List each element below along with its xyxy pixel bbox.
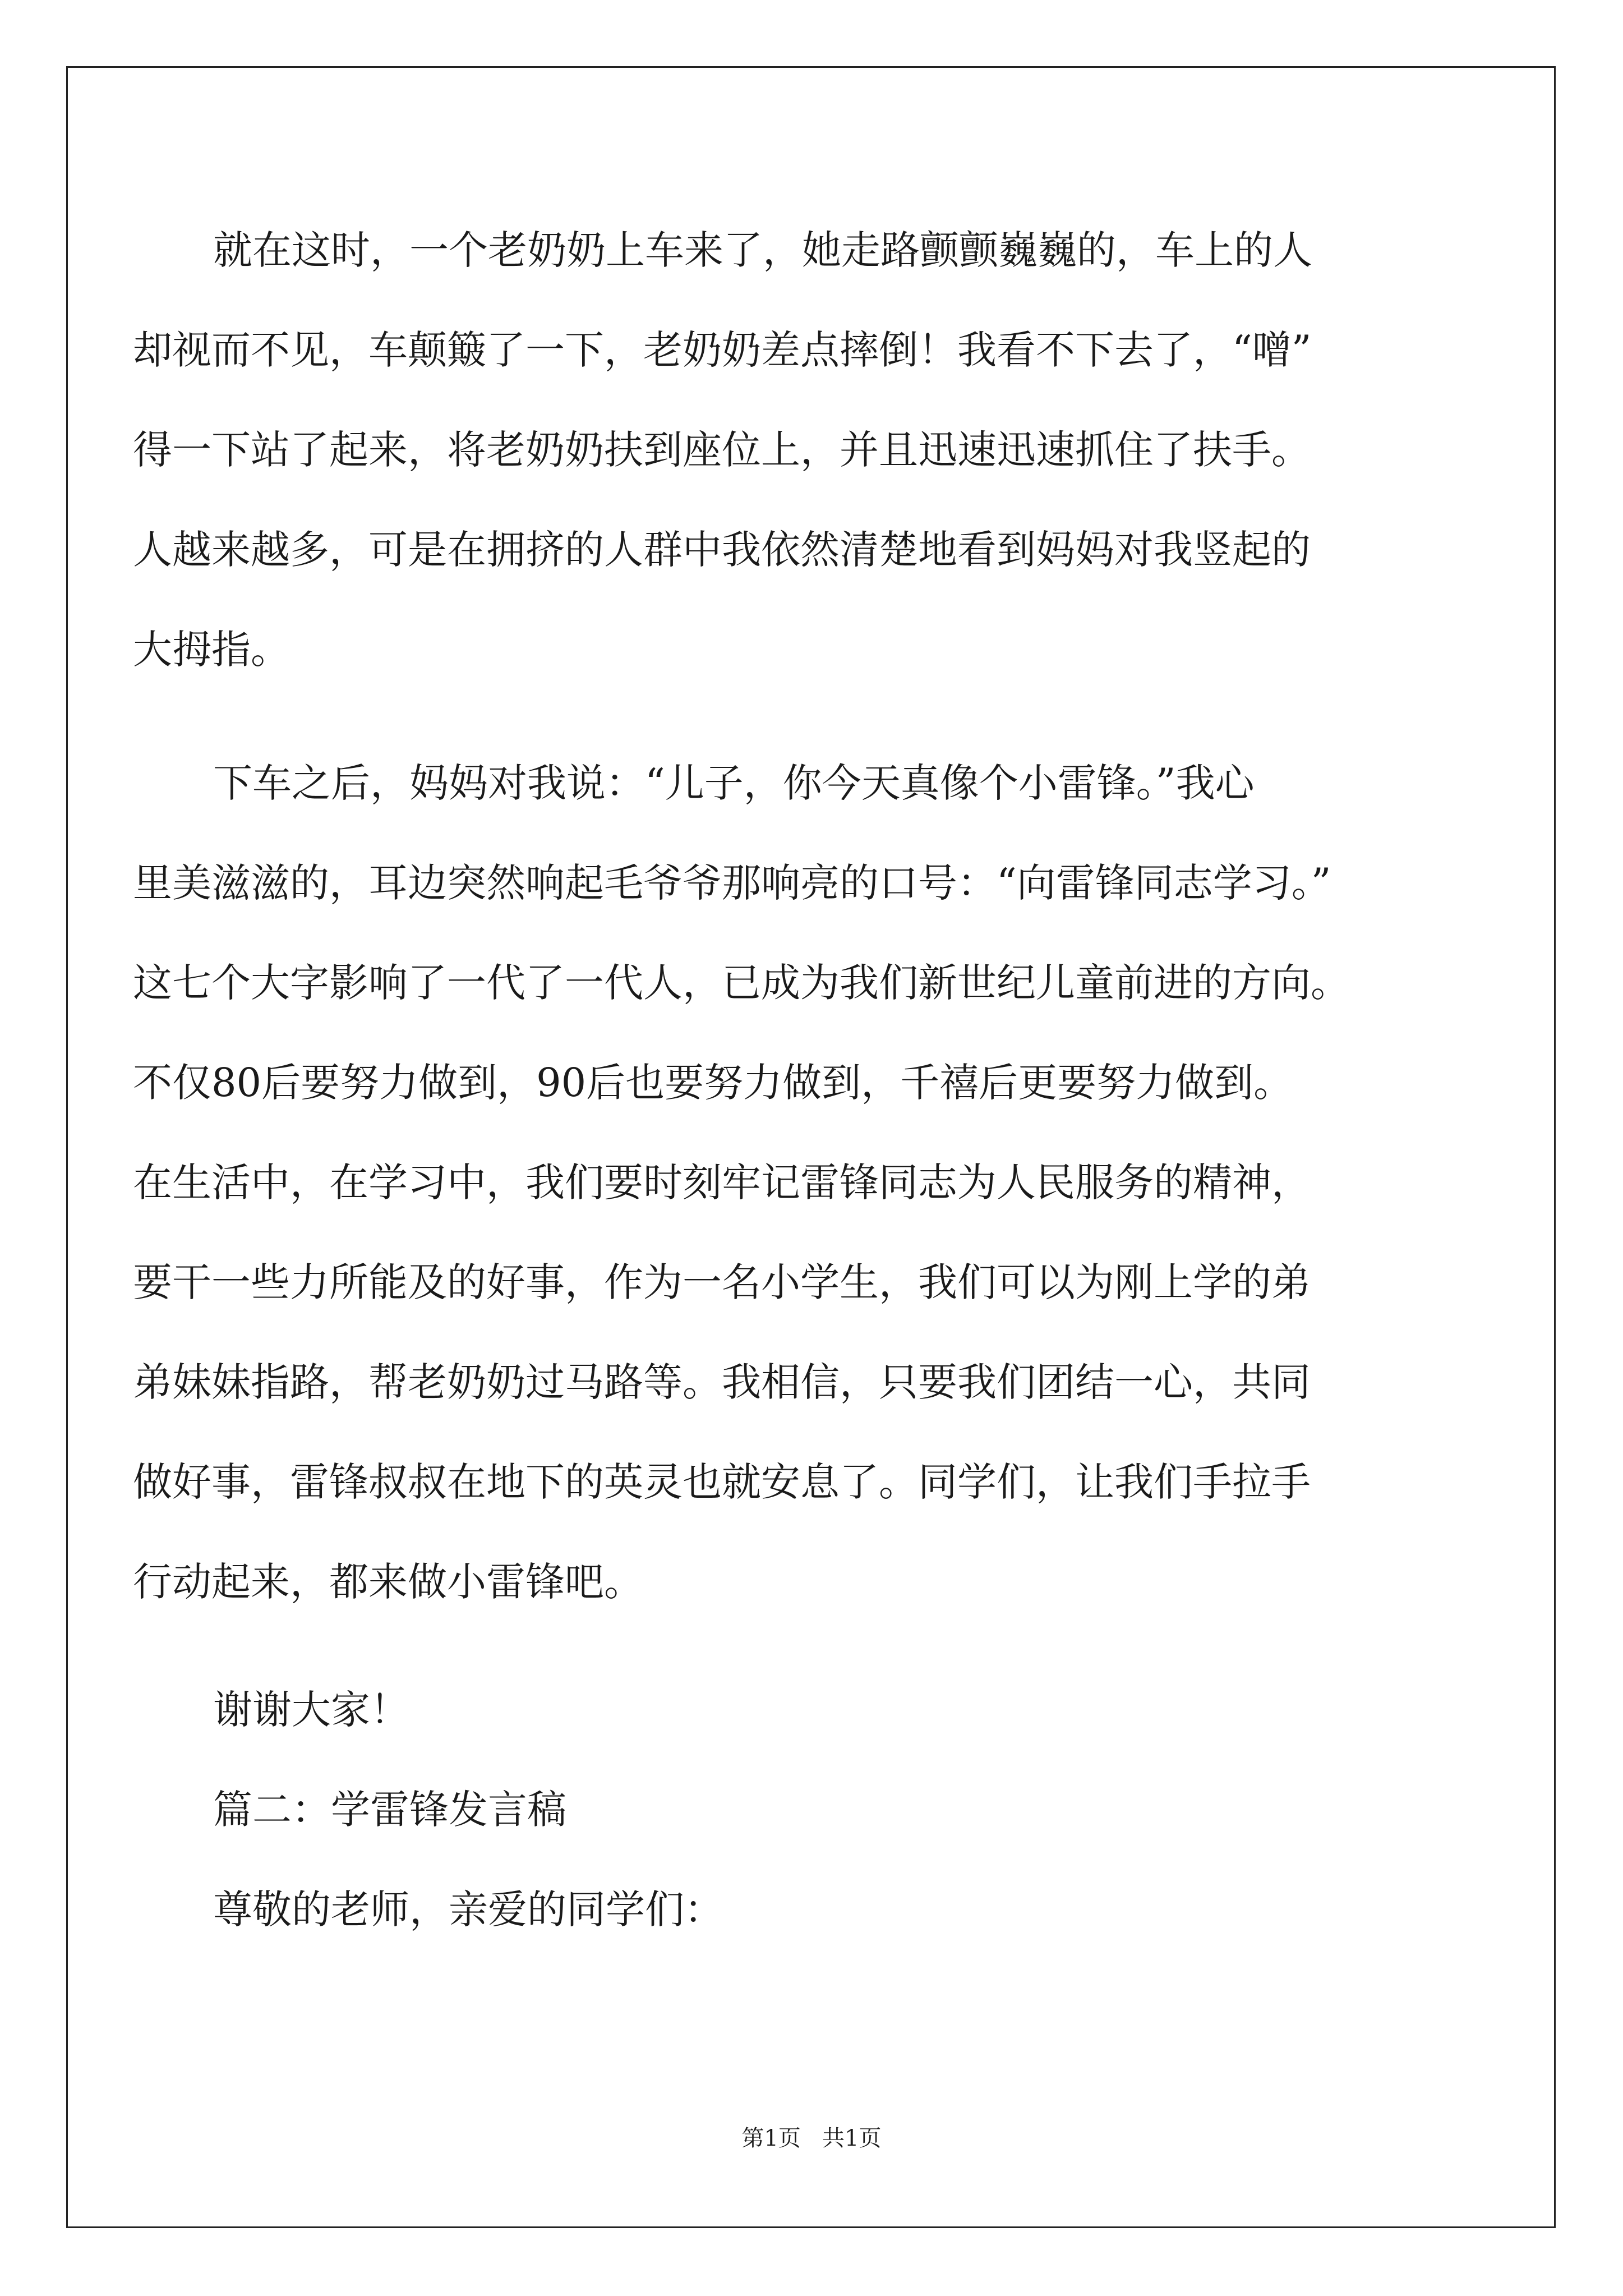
paragraph-line: 要干一些力所能及的好事，作为一名小学生，我们可以为刚上学的弟 [133,1259,1311,1305]
paragraph-line: 里美滋滋的，耳边突然响起毛爷爷那响亮的口号：“向雷锋同志学习。” [133,860,1331,906]
paragraph-line: 下车之后，妈妈对我说：“儿子，你今天真像个小雷锋。”我心 [213,760,1255,806]
paragraph-line: 却视而不见，车颠簸了一下，老奶奶差点摔倒！我看不下去了，“噌” [133,327,1312,373]
paragraph-line: 弟妹妹指路，帮老奶奶过马路等。我相信，只要我们团结一心，共同 [133,1359,1311,1405]
paragraph-line: 不仅80后要努力做到，90后也要努力做到，千禧后更要努力做到。 [133,1060,1293,1106]
closing-line: 谢谢大家！ [213,1687,409,1733]
paragraph-line: 就在这时，一个老奶奶上车来了，她走路颤颤巍巍的，车上的人 [213,227,1312,273]
page-number: 第1页 共1页 [741,2125,882,2151]
paragraph-line: 得一下站了起来，将老奶奶扶到座位上，并且迅速迅速抓住了扶手。 [133,427,1311,473]
paragraph-line: 这七个大字影响了一代了一代人，已成为我们新世纪儿童前进的方向。 [133,960,1350,1006]
salutation-line: 尊敬的老师，亲爱的同学们： [213,1887,723,1932]
paragraph-line: 大拇指。 [133,627,290,673]
paragraph-line: 在生活中，在学习中，我们要时刻牢记雷锋同志为人民服务的精神， [133,1159,1311,1205]
paragraph-line: 做好事，雷锋叔叔在地下的英灵也就安息了。同学们，让我们手拉手 [133,1459,1311,1505]
section-heading: 篇二：学雷锋发言稿 [213,1787,566,1833]
paragraph-line: 人越来越多，可是在拥挤的人群中我依然清楚地看到妈妈对我竖起的 [133,527,1311,573]
paragraph-line: 行动起来，都来做小雷锋吧。 [133,1559,643,1605]
